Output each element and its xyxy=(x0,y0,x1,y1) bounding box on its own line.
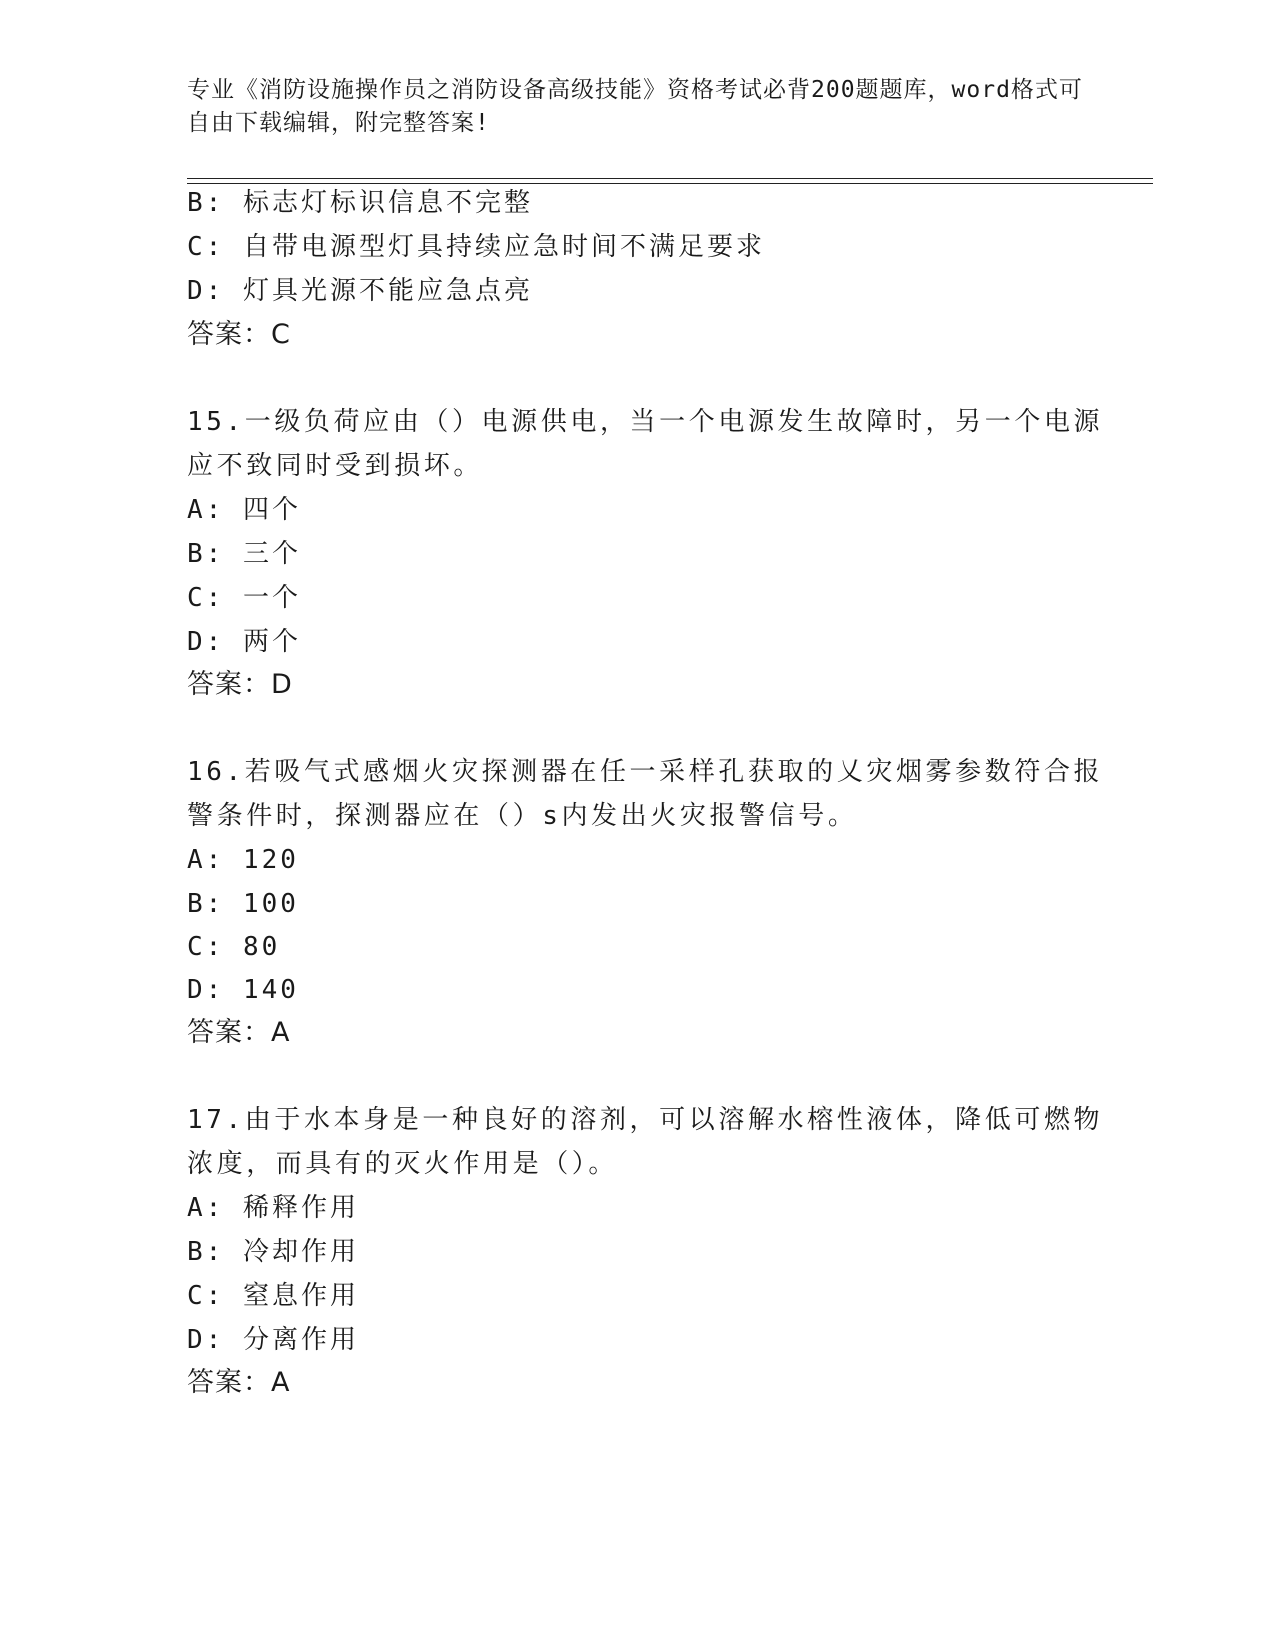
option-line: C: 自带电源型灯具持续应急时间不满足要求 xyxy=(187,232,765,262)
answer-line: 答案：A xyxy=(187,1017,291,1048)
answer-line: 答案：C xyxy=(187,319,291,350)
header-text: 专业《消防设施操作员之消防设备高级技能》资格考试必背200题题库，word格式可自由下载编辑，附完整答案! xyxy=(187,77,1083,136)
question-text: 警条件时，探测器应在（）s内发出火灾报警信号。 xyxy=(187,801,858,831)
option-line: C: 一个 xyxy=(187,583,301,613)
option-line: B: 标志灯标识信息不完整 xyxy=(187,188,533,218)
answer-line: 答案：A xyxy=(187,1367,291,1398)
question-text: 16.若吸气式感烟火灾探测器在任一采样孔获取的乂灾烟雾参数符合报 xyxy=(187,757,1104,787)
question-text: 17.由于水本身是一种良好的溶剂，可以溶解水榕性液体，降低可燃物 xyxy=(187,1105,1104,1135)
option-line: A: 120 xyxy=(187,845,299,875)
option-line: D: 灯具光源不能应急点亮 xyxy=(187,276,533,306)
option-line: C: 窒息作用 xyxy=(187,1281,359,1311)
question-text: 15.一级负荷应由（）电源供电，当一个电源发生故障时，另一个电源 xyxy=(187,407,1104,437)
option-line: D: 分离作用 xyxy=(187,1325,359,1355)
option-line: B: 100 xyxy=(187,889,299,919)
option-line: B: 冷却作用 xyxy=(187,1237,359,1267)
question-text: 浓度，而具有的灭火作用是（）。 xyxy=(187,1149,619,1179)
option-line: D: 140 xyxy=(187,975,299,1005)
document-header xyxy=(187,74,1087,140)
answer-line: 答案：D xyxy=(187,669,293,700)
header-rule-bottom xyxy=(187,183,1153,184)
header-rule-top xyxy=(187,178,1153,179)
option-line: D: 两个 xyxy=(187,627,301,657)
option-line: A: 四个 xyxy=(187,495,301,525)
option-line: C: 80 xyxy=(187,932,281,962)
question-text: 应不致同时受到损坏。 xyxy=(187,451,484,481)
option-line: A: 稀释作用 xyxy=(187,1193,359,1223)
option-line: B: 三个 xyxy=(187,539,301,569)
